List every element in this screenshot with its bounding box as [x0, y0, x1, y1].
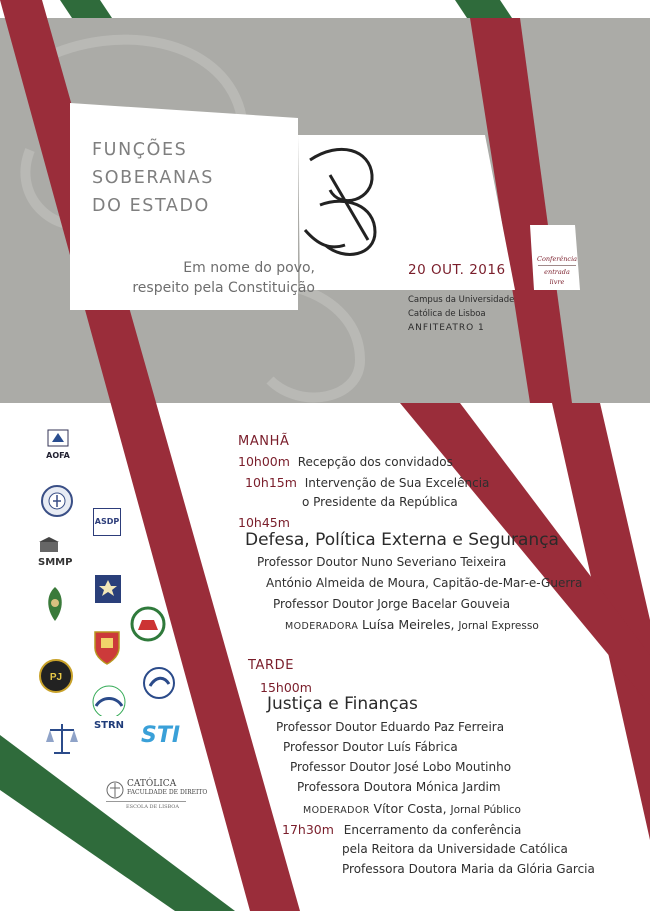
panel2-title: Justiça e Finanças [267, 694, 418, 714]
moderator-paper: Jornal Público [450, 804, 521, 816]
aofa-emblem-icon [40, 422, 76, 448]
conference-subtitle [90, 258, 315, 298]
venue [408, 293, 514, 335]
panel1-speaker: Professor Doutor Nuno Severiano Teixeira [257, 555, 507, 569]
aofa-text: AOFA [46, 451, 70, 460]
closing-line-2: pela Reitora da Universidade Católica [342, 842, 568, 856]
green-strip-bottom [0, 735, 235, 911]
item-text: Recepção dos convidados [297, 455, 453, 469]
closing-item [282, 822, 521, 837]
item-text-continued: o Presidente da República [302, 495, 458, 509]
pj-emblem-icon [38, 658, 74, 694]
catolica-name: CATÓLICA [127, 779, 177, 789]
item-text: Intervenção de Sua Excelência [304, 476, 490, 490]
border-service-icon [130, 606, 166, 642]
panel1-moderator [285, 617, 539, 632]
item-time: 10h15m [245, 475, 297, 490]
moderator-label: MODERADOR [303, 805, 370, 816]
panel2-moderator [303, 801, 521, 816]
catolica-logo [106, 779, 216, 810]
closing-line-1: Encerramento da conferência [343, 823, 522, 837]
catolica-school: ESCOLA DE LISBOA [126, 804, 179, 810]
title-line-1: FUNÇÕES [92, 140, 188, 160]
catolica-faculty: FACULDADE DE DIREITO [127, 789, 208, 796]
badge-access-2: livre [549, 278, 565, 286]
green-strip-top-right [455, 0, 512, 18]
association-seal-icon [40, 484, 74, 518]
item-time: 10h00m [238, 454, 290, 469]
pj-text: PJ [49, 672, 63, 683]
moderator-name: Vítor Costa, [373, 801, 447, 816]
moderator-name: Luísa Meireles, [362, 617, 455, 632]
panel1-speaker: António Almeida de Moura, Capitão-de-Mar-e-Guerra [266, 576, 583, 590]
closing-line-3: Professora Doutora Maria da Glória Garcia [342, 862, 595, 876]
asdp-text: ASDP [93, 508, 121, 536]
asdp-logo [93, 508, 125, 536]
strn-text: STRN [93, 720, 125, 731]
panel1-time: 10h45m [238, 515, 290, 530]
subtitle-line-1: Em nome do povo, [183, 260, 315, 276]
catolica-crest-icon [106, 779, 124, 801]
green-strip-top [60, 0, 112, 18]
panel1-title: Defesa, Política Externa e Segurança [245, 530, 559, 550]
star-badge-icon [95, 575, 121, 603]
strn-logo [86, 680, 132, 731]
panel2-speaker: Professora Doutora Mónica Jardim [297, 780, 501, 794]
panel1-speaker: Professor Doutor Jorge Bacelar Gouveia [273, 597, 511, 611]
strn-emblem-icon [86, 680, 132, 716]
event-date: 20 OUT. 2016 [408, 262, 506, 278]
badge-access-1: entrada [544, 268, 570, 276]
program-item [245, 475, 489, 490]
title-line-3: DO ESTADO [92, 196, 210, 216]
moderator-paper: Jornal Expresso [458, 620, 539, 632]
venue-line-1: Campus da Universidade [408, 295, 515, 305]
panel2-speaker: Professor Doutor Luís Fábrica [283, 740, 458, 754]
justice-scales-icon [42, 720, 82, 756]
panel2-speaker: Professor Doutor José Lobo Moutinho [290, 760, 512, 774]
conference-title [92, 136, 214, 220]
morning-label: MANHÃ [238, 434, 290, 449]
guard-emblem-icon [42, 585, 68, 625]
title-line-2: SOBERANAS [92, 168, 214, 188]
aofa-logo [40, 422, 76, 459]
smmp-text: SMMP [38, 557, 73, 568]
sti-logo: STI [141, 723, 181, 748]
building-icon [38, 537, 60, 553]
moderator-label: MODERADORA [285, 621, 359, 632]
gcif-emblem-icon [142, 666, 176, 704]
smmp-logo [38, 537, 83, 568]
venue-line-2: Católica de Lisboa [408, 309, 486, 319]
venue-room: ANFITEATRO 1 [408, 323, 485, 333]
closing-time: 17h30m [282, 822, 334, 837]
afternoon-label: TARDE [248, 658, 295, 673]
panel2-speaker: Professor Doutor Eduardo Paz Ferreira [276, 720, 505, 734]
program-item [238, 454, 453, 469]
badge-type: Conferência [536, 255, 578, 263]
subtitle-line-2: respeito pela Constituição [132, 280, 315, 296]
shield-crest-icon [93, 626, 121, 666]
panel2-time: 15h00m [260, 680, 312, 695]
entry-badge [532, 254, 582, 287]
